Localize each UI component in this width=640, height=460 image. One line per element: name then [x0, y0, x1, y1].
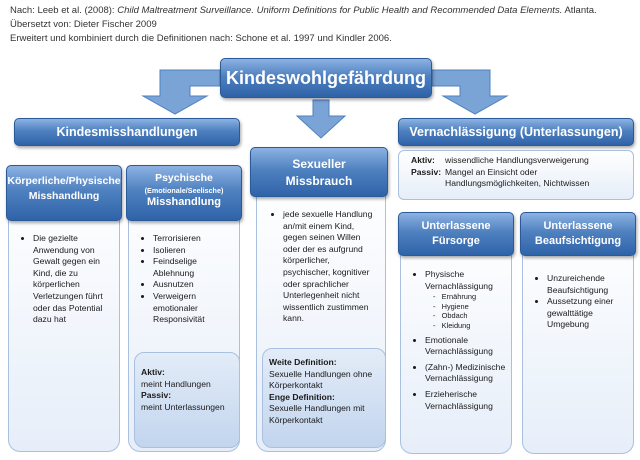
- sub-item: - Hygiene: [433, 301, 469, 311]
- sub-item: - Kleidung: [433, 321, 471, 331]
- care-title-line2: Fürsorge: [432, 235, 480, 247]
- list-item: • Ausnutzen: [153, 279, 239, 291]
- supervision-neglect-panel: [522, 228, 634, 454]
- arrow-right-icon: [432, 70, 507, 114]
- psychic-abuse-list: [129, 233, 239, 326]
- narrow-label: Enge Definition:: [269, 391, 335, 402]
- active-text: meint Handlungen: [141, 378, 211, 389]
- source-prefix: Nach: Leeb et al. (2008):: [10, 5, 118, 16]
- list-item: • Emotionale Vernachlässigung: [425, 335, 507, 358]
- left-branch-title: Kindesmisshandlungen (Handlungen): [14, 118, 240, 146]
- psychic-abuse-title: [126, 165, 242, 221]
- neglect-active-text: wissendliche Handlungsverweigerung: [445, 155, 589, 165]
- psychic-title-line1: Psychische: [155, 172, 213, 184]
- arrow-center-icon: [297, 100, 345, 138]
- care-neglect-panel: [400, 228, 512, 454]
- list-item: • Erzieherische Vernachlässigung: [425, 389, 507, 412]
- neglect-passive-text: Mangel an Einsicht oder Handlungsmöglichkeiten, Nichtwissen: [445, 166, 590, 189]
- care-neglect-list: [401, 269, 507, 412]
- list-item: • Die gezielte Anwendung von Gewalt gegen ein Kind, die zu körperlichen Verletzungen führt oder das Potential dazu hat: [33, 233, 113, 326]
- arrow-left-icon: [143, 70, 220, 114]
- passive-label: Passiv:: [141, 390, 172, 401]
- neglect-active-label: Aktiv:: [411, 155, 435, 165]
- sexual-title-line1: Sexueller: [292, 157, 346, 171]
- supervision-neglect-list: [523, 273, 629, 331]
- list-item: • Verweigern emotionaler Responsivität: [153, 291, 239, 326]
- source-line-3: Erweitert und kombiniert durch die Definitionen nach: Schone et al. 1997 und Kindler 2006.: [10, 33, 392, 44]
- source-suffix: Atlanta.: [562, 5, 597, 16]
- physical-neglect-sublist: [425, 292, 507, 331]
- sub-item-text: Kleidung: [441, 321, 471, 331]
- physical-abuse-title: [6, 165, 122, 221]
- main-title: Kindeswohlgefährdung: [220, 58, 432, 98]
- supervision-title-line1: Unterlassene: [543, 220, 613, 232]
- supervision-neglect-title: [520, 212, 636, 256]
- psychic-title-line2: Misshandlung: [147, 196, 221, 208]
- psychic-definition-box: [134, 352, 240, 448]
- sexual-abuse-title: [250, 147, 388, 197]
- sub-item-text: Ernährung: [441, 292, 477, 302]
- list-item: • jede sexuelle Handlung an/mit einem Kind, gegen seinen Willen oder der es aufgrund körperlicher, psychischer, kognitiver oder sprachlicher Unterlegenheit nicht wissentlich zustimmen kann.: [283, 209, 377, 325]
- list-item: • Unzureichende Beaufsichtigung: [547, 273, 629, 296]
- physical-neglect: Physische Vernachlässigung: [425, 269, 493, 291]
- source-title: Child Maltreatment Surveillance. Uniform Definitions for Public Health and Recommended Data Elements.: [117, 5, 563, 16]
- list-item: • Feindselige Ablehnung: [153, 256, 239, 279]
- source-line-2: Übersetzt von: Dieter Fischer 2009: [10, 19, 157, 30]
- passive-text: meint Unterlassungen: [141, 401, 225, 412]
- list-item: • Isolieren: [153, 245, 239, 257]
- care-neglect-title: [398, 212, 514, 256]
- physical-abuse-list: [9, 233, 113, 326]
- wide-label: Weite Definition:: [269, 357, 337, 367]
- right-branch-title: Vernachlässigung (Unterlassungen): [398, 118, 634, 146]
- neglect-passive-label: Passiv:: [411, 166, 442, 177]
- list-item: • Aussetzung einer gewalttätige Umgebung: [547, 296, 629, 331]
- supervision-title-line2: Beaufsichtigung: [534, 235, 622, 247]
- list-item: [425, 269, 507, 331]
- sexual-abuse-list: [257, 209, 377, 325]
- sexual-title-line2: Missbrauch: [285, 174, 353, 188]
- narrow-text: Sexuelle Handlungen mit Körperkontakt: [269, 403, 365, 425]
- neglect-passive-row: [411, 167, 627, 190]
- sub-item-text: Obdach: [441, 311, 468, 321]
- sub-item: - Ernährung: [433, 292, 477, 302]
- psychic-title-sub: (Emotionale/Seelische): [144, 186, 224, 195]
- neglect-definition-box: [398, 150, 634, 200]
- list-item: • (Zahn-) Medizinische Vernachlässigung: [425, 362, 507, 385]
- neglect-active-row: [411, 155, 627, 167]
- list-item: • Terrorisieren: [153, 233, 239, 245]
- physical-title-line1: Körperliche/Physische: [7, 175, 121, 187]
- care-title-line1: Unterlassene: [421, 220, 491, 232]
- wide-text: Sexuelle Handlungen ohne Körperkontakt: [269, 368, 373, 391]
- active-label: Aktiv:: [141, 367, 165, 377]
- sexual-definition-box: [262, 348, 386, 448]
- sub-item: - Obdach: [433, 311, 468, 321]
- physical-title-line2: Misshandlung: [28, 190, 100, 202]
- sub-item-text: Hygiene: [441, 301, 469, 311]
